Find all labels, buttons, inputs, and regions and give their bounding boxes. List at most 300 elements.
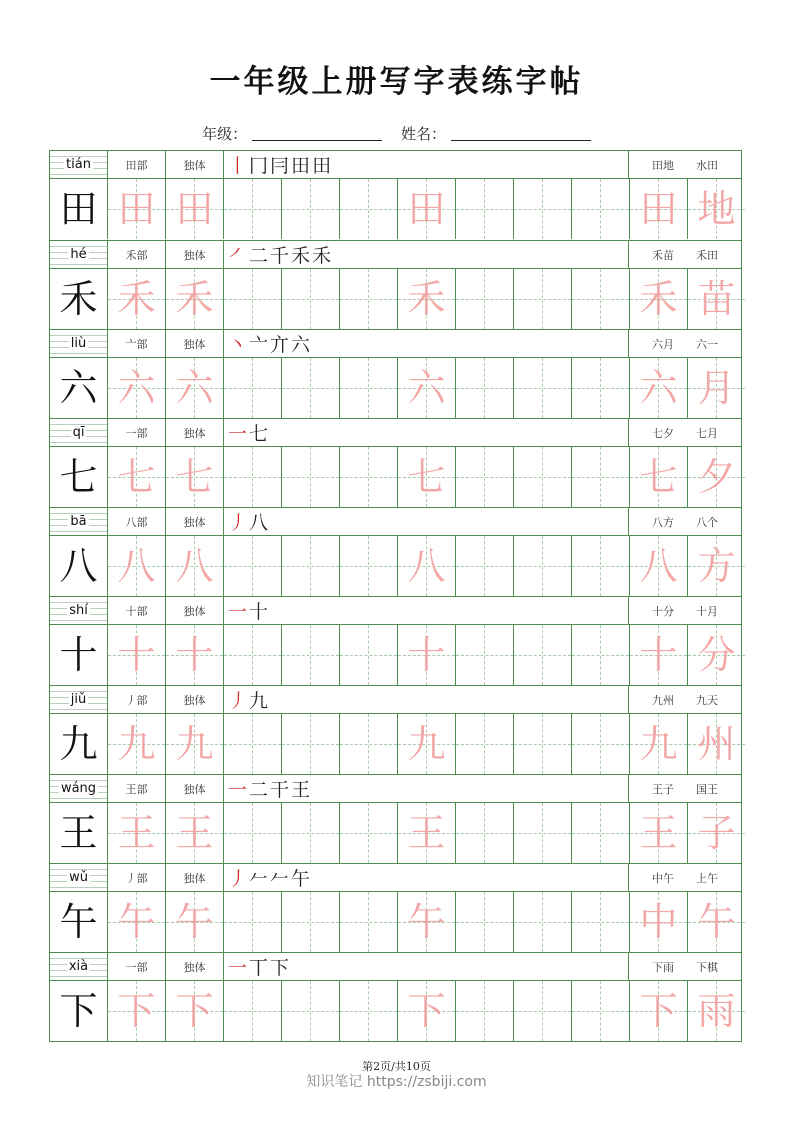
guide-line-horizontal [224, 388, 281, 389]
stroke-step: 十 [249, 601, 269, 623]
example-word: 八方 [652, 515, 674, 529]
trace-char: 田 [407, 187, 446, 231]
guide-line-horizontal [514, 566, 571, 567]
practice-cell[interactable] [398, 981, 456, 1041]
word-trace-char: 午 [697, 900, 736, 944]
guide-line-horizontal [514, 744, 571, 745]
practice-cell[interactable] [108, 625, 166, 685]
trace-char: 午 [175, 900, 214, 944]
practice-cell[interactable] [398, 714, 456, 774]
pinyin: wáng [60, 781, 97, 796]
structure: 独体 [166, 419, 224, 446]
practice-cell[interactable] [282, 358, 340, 418]
practice-cell[interactable] [108, 269, 166, 329]
word-trace-char: 七 [639, 455, 678, 499]
stroke-order [224, 597, 629, 624]
stroke-step: 七 [249, 423, 269, 445]
practice-cell[interactable] [282, 981, 340, 1041]
trace-char: 九 [407, 722, 446, 766]
guide-line-horizontal [514, 833, 571, 834]
structure: 独体 [166, 686, 224, 713]
practice-cell[interactable] [456, 447, 514, 507]
practice-cell[interactable] [456, 892, 514, 952]
guide-line-horizontal [572, 477, 629, 478]
stroke-step: 午 [291, 868, 311, 890]
practice-cell[interactable] [398, 358, 456, 418]
pinyin-cell [50, 508, 108, 535]
word-trace-char: 雨 [697, 989, 736, 1033]
guide-line-horizontal [282, 744, 339, 745]
guide-line-horizontal [456, 1011, 513, 1012]
page-title: 一年级上册写字表练字帖 [209, 64, 584, 100]
trace-char: 下 [407, 989, 446, 1033]
radical: 十部 [108, 597, 166, 624]
radical: 亠部 [108, 330, 166, 357]
model-char: 八 [59, 544, 98, 588]
practice-cell[interactable] [340, 803, 398, 863]
practice-cell[interactable] [456, 625, 514, 685]
practice-cell[interactable] [166, 714, 224, 774]
word-trace-char: 州 [697, 722, 736, 766]
structure: 独体 [166, 508, 224, 535]
trace-char: 八 [407, 544, 446, 588]
stroke-step: 二 [249, 245, 269, 267]
practice-cell[interactable] [340, 625, 398, 685]
stroke-order [224, 775, 629, 802]
practice-cell[interactable] [224, 536, 282, 596]
practice-row [50, 418, 741, 507]
practice-cell[interactable] [514, 803, 572, 863]
practice-cell[interactable] [224, 447, 282, 507]
stroke-step: 禾 [312, 245, 332, 267]
practice-cell[interactable] [166, 981, 224, 1041]
row-info [50, 597, 741, 625]
practice-cell[interactable] [688, 447, 741, 507]
guide-line-horizontal [224, 209, 281, 210]
practice-cell[interactable] [166, 358, 224, 418]
practice-cell[interactable] [282, 714, 340, 774]
guide-line-horizontal [282, 566, 339, 567]
stroke-order [224, 508, 629, 535]
guide-line-horizontal [340, 566, 397, 567]
word-trace-char: 下 [639, 989, 678, 1033]
example-words [629, 151, 741, 178]
guide-line-horizontal [514, 477, 571, 478]
guide-line-horizontal [224, 1011, 281, 1012]
practice-cell[interactable] [572, 358, 630, 418]
model-char-cell [50, 536, 108, 596]
row-info [50, 775, 741, 803]
structure: 独体 [166, 864, 224, 891]
model-char: 午 [59, 900, 98, 944]
practice-cell[interactable] [108, 981, 166, 1041]
name-field[interactable] [451, 126, 591, 141]
practice-cell[interactable] [282, 179, 340, 239]
practice-cell[interactable] [572, 892, 630, 952]
practice-cell[interactable] [456, 536, 514, 596]
practice-cell[interactable] [688, 981, 741, 1041]
practice-cell[interactable] [456, 803, 514, 863]
guide-line-horizontal [514, 655, 571, 656]
model-char-cell [50, 625, 108, 685]
practice-cell[interactable] [166, 803, 224, 863]
page-number: 第2页/共10页 [362, 1060, 431, 1073]
practice-row [50, 774, 741, 863]
stroke-step: 一 [228, 779, 248, 801]
practice-cell[interactable] [282, 536, 340, 596]
practice-cell[interactable] [456, 179, 514, 239]
practice-cell[interactable] [630, 803, 688, 863]
word-trace-char: 夕 [697, 455, 736, 499]
practice-row [50, 863, 741, 952]
guide-line-horizontal [456, 388, 513, 389]
guide-line-horizontal [514, 299, 571, 300]
practice-cell[interactable] [456, 981, 514, 1041]
example-word: 下棋 [696, 960, 718, 974]
stroke-step: 丿 [228, 868, 248, 890]
practice-cell[interactable] [514, 269, 572, 329]
writing-grid-row [50, 358, 741, 418]
practice-cell[interactable] [630, 447, 688, 507]
guide-line-horizontal [340, 388, 397, 389]
pinyin-cell [50, 419, 108, 446]
radical: 田部 [108, 151, 166, 178]
grade-label: 年级： [202, 125, 248, 143]
trace-char: 九 [117, 722, 156, 766]
model-char: 九 [59, 722, 98, 766]
practice-cell[interactable] [572, 447, 630, 507]
practice-cell[interactable] [398, 179, 456, 239]
example-words [629, 953, 741, 980]
guide-line-horizontal [224, 299, 281, 300]
pinyin-cell [50, 953, 108, 980]
practice-cell[interactable] [224, 981, 282, 1041]
practice-cell[interactable] [282, 269, 340, 329]
word-trace-char: 田 [639, 187, 678, 231]
structure: 独体 [166, 241, 224, 268]
practice-cell[interactable] [340, 892, 398, 952]
trace-char: 禾 [117, 277, 156, 321]
model-char-cell [50, 358, 108, 418]
model-char-cell [50, 803, 108, 863]
word-trace-char: 子 [697, 811, 736, 855]
pinyin-cell [50, 330, 108, 357]
practice-cell[interactable] [688, 892, 741, 952]
trace-char: 六 [117, 366, 156, 410]
stroke-step: 丅 [249, 957, 269, 979]
guide-line-horizontal [340, 209, 397, 210]
practice-cell[interactable] [688, 803, 741, 863]
stroke-order [224, 953, 629, 980]
word-trace-char: 八 [639, 544, 678, 588]
stroke-step: 二 [249, 779, 269, 801]
stroke-step: 王 [291, 779, 311, 801]
pinyin-cell [50, 151, 108, 178]
structure: 独体 [166, 151, 224, 178]
row-info [50, 864, 741, 892]
practice-cell[interactable] [340, 447, 398, 507]
practice-cell[interactable] [224, 803, 282, 863]
example-words [629, 419, 741, 446]
watermark: 知识笔记 https://zsbiji.com [306, 1074, 487, 1090]
word-trace-char: 禾 [639, 277, 678, 321]
guide-line-horizontal [340, 1011, 397, 1012]
model-char: 下 [59, 989, 98, 1033]
guide-line-horizontal [224, 655, 281, 656]
example-word: 六一 [696, 337, 718, 351]
structure: 独体 [166, 597, 224, 624]
guide-line-horizontal [456, 833, 513, 834]
practice-cell[interactable] [108, 536, 166, 596]
structure: 独体 [166, 775, 224, 802]
practice-cell[interactable] [108, 358, 166, 418]
stroke-step: ㇒ [228, 245, 248, 267]
trace-char: 七 [407, 455, 446, 499]
model-char: 禾 [59, 277, 98, 321]
stroke-order [224, 419, 629, 446]
practice-row [50, 952, 741, 1041]
practice-cell[interactable] [514, 981, 572, 1041]
example-word: 十分 [652, 604, 674, 618]
guide-line-horizontal [456, 744, 513, 745]
guide-line-horizontal [572, 1011, 629, 1012]
practice-cell[interactable] [340, 536, 398, 596]
practice-cell[interactable] [398, 536, 456, 596]
pinyin: xià [68, 959, 89, 974]
practice-cell[interactable] [282, 625, 340, 685]
structure: 独体 [166, 953, 224, 980]
trace-char: 九 [175, 722, 214, 766]
example-words [629, 686, 741, 713]
example-word: 王子 [652, 782, 674, 796]
practice-cell[interactable] [340, 714, 398, 774]
practice-cell[interactable] [398, 892, 456, 952]
guide-line-horizontal [224, 477, 281, 478]
practice-cell[interactable] [514, 714, 572, 774]
practice-cell[interactable] [224, 358, 282, 418]
practice-cell[interactable] [630, 179, 688, 239]
model-char: 六 [59, 366, 98, 410]
practice-cell[interactable] [108, 892, 166, 952]
model-char-cell [50, 892, 108, 952]
practice-cell[interactable] [224, 892, 282, 952]
practice-cell[interactable] [572, 803, 630, 863]
practice-cell[interactable] [166, 447, 224, 507]
stroke-step: 一 [228, 601, 248, 623]
row-info [50, 330, 741, 358]
practice-cell[interactable] [572, 625, 630, 685]
word-trace-char: 地 [697, 187, 736, 231]
radical: 丿部 [108, 864, 166, 891]
practice-cell[interactable] [630, 981, 688, 1041]
practice-cell[interactable] [688, 714, 741, 774]
practice-cell[interactable] [572, 981, 630, 1041]
practice-cell[interactable] [166, 269, 224, 329]
guide-line-horizontal [282, 388, 339, 389]
stroke-step: 冃 [270, 155, 290, 177]
stroke-step: 禾 [291, 245, 311, 267]
trace-char: 午 [407, 900, 446, 944]
guide-line-horizontal [340, 477, 397, 478]
practice-cell[interactable] [108, 179, 166, 239]
stroke-step: 田 [312, 155, 332, 177]
pinyin: qī [72, 425, 85, 440]
model-char: 十 [59, 633, 98, 677]
guide-line-horizontal [456, 566, 513, 567]
practice-cell[interactable] [688, 358, 741, 418]
practice-cell[interactable] [108, 447, 166, 507]
stroke-step: 亣 [270, 334, 290, 356]
stroke-order [224, 864, 629, 891]
stroke-step: 下 [270, 957, 290, 979]
writing-grid-row [50, 625, 741, 685]
example-word: 七夕 [652, 426, 674, 440]
trace-char: 禾 [175, 277, 214, 321]
practice-cell[interactable] [166, 536, 224, 596]
trace-char: 十 [175, 633, 214, 677]
trace-char: 王 [407, 811, 446, 855]
practice-cell[interactable] [514, 892, 572, 952]
practice-cell[interactable] [108, 714, 166, 774]
practice-row [50, 596, 741, 685]
stroke-step: 八 [249, 512, 269, 534]
writing-grid-row [50, 269, 741, 329]
practice-cell[interactable] [224, 714, 282, 774]
practice-cell[interactable] [166, 892, 224, 952]
practice-cell[interactable] [398, 625, 456, 685]
guide-line-horizontal [572, 299, 629, 300]
practice-cell[interactable] [398, 269, 456, 329]
example-words [629, 864, 741, 891]
row-info [50, 686, 741, 714]
practice-cell[interactable] [282, 447, 340, 507]
practice-cell[interactable] [630, 714, 688, 774]
practice-cell[interactable] [166, 625, 224, 685]
practice-cell[interactable] [340, 358, 398, 418]
trace-char: 田 [175, 187, 214, 231]
practice-cell[interactable] [688, 625, 741, 685]
practice-cell[interactable] [688, 269, 741, 329]
practice-cell[interactable] [224, 179, 282, 239]
practice-cell[interactable] [108, 803, 166, 863]
pinyin: wǔ [69, 870, 88, 885]
row-info [50, 508, 741, 536]
practice-cell[interactable] [630, 892, 688, 952]
word-trace-char: 苗 [697, 277, 736, 321]
stroke-order [224, 151, 629, 178]
stroke-step: 亠 [249, 334, 269, 356]
practice-cell[interactable] [688, 179, 741, 239]
practice-cell[interactable] [398, 803, 456, 863]
example-word: 上午 [696, 871, 718, 885]
word-trace-char: 分 [697, 633, 736, 677]
model-char: 田 [59, 187, 98, 231]
radical: 一部 [108, 953, 166, 980]
practice-cell[interactable] [514, 447, 572, 507]
guide-line-horizontal [572, 209, 629, 210]
practice-cell[interactable] [340, 179, 398, 239]
practice-cell[interactable] [630, 536, 688, 596]
guide-line-horizontal [340, 655, 397, 656]
example-words [629, 775, 741, 802]
pinyin-cell [50, 686, 108, 713]
writing-grid-row [50, 536, 741, 596]
radical: 丿部 [108, 686, 166, 713]
practice-cell[interactable] [282, 803, 340, 863]
guide-line-horizontal [456, 209, 513, 210]
guide-line-horizontal [224, 922, 281, 923]
practice-cell[interactable] [456, 714, 514, 774]
example-word: 水田 [696, 158, 718, 172]
pinyin: shí [69, 603, 88, 618]
writing-grid-row [50, 447, 741, 507]
guide-line-horizontal [340, 833, 397, 834]
trace-char: 午 [117, 900, 156, 944]
practice-cell[interactable] [224, 269, 282, 329]
practice-cell[interactable] [572, 714, 630, 774]
name-label: 姓名： [401, 125, 447, 143]
model-char: 王 [59, 811, 98, 855]
practice-cell[interactable] [166, 179, 224, 239]
practice-cell[interactable] [514, 358, 572, 418]
stroke-order [224, 686, 629, 713]
practice-cell[interactable] [456, 358, 514, 418]
practice-cell[interactable] [514, 625, 572, 685]
practice-cell[interactable] [514, 536, 572, 596]
practice-cell[interactable] [398, 447, 456, 507]
trace-char: 六 [407, 366, 446, 410]
practice-cell[interactable] [224, 625, 282, 685]
radical: 一部 [108, 419, 166, 446]
example-word: 中午 [652, 871, 674, 885]
practice-cell[interactable] [630, 269, 688, 329]
practice-cell[interactable] [282, 892, 340, 952]
practice-row [50, 240, 741, 329]
radical: 八部 [108, 508, 166, 535]
practice-cell[interactable] [456, 269, 514, 329]
grade-field[interactable] [252, 126, 382, 141]
practice-cell[interactable] [572, 536, 630, 596]
example-words [629, 508, 741, 535]
trace-char: 十 [407, 633, 446, 677]
row-info [50, 151, 741, 179]
trace-char: 王 [175, 811, 214, 855]
practice-cell[interactable] [514, 179, 572, 239]
example-word: 禾苗 [652, 248, 674, 262]
example-words [629, 241, 741, 268]
guide-line-horizontal [514, 209, 571, 210]
practice-cell[interactable] [340, 269, 398, 329]
example-word: 六月 [652, 337, 674, 351]
practice-cell[interactable] [572, 269, 630, 329]
guide-line-horizontal [514, 922, 571, 923]
pinyin-cell [50, 864, 108, 891]
practice-cell[interactable] [630, 358, 688, 418]
practice-cell[interactable] [572, 179, 630, 239]
stroke-step: 千 [270, 245, 290, 267]
model-char-cell [50, 447, 108, 507]
practice-cell[interactable] [688, 536, 741, 596]
example-word: 八个 [696, 515, 718, 529]
guide-line-horizontal [572, 388, 629, 389]
guide-line-horizontal [282, 833, 339, 834]
practice-sheet [49, 150, 742, 1042]
guide-line-horizontal [282, 1011, 339, 1012]
stroke-order [224, 241, 629, 268]
stroke-step: 干 [270, 779, 290, 801]
practice-cell[interactable] [630, 625, 688, 685]
practice-cell[interactable] [340, 981, 398, 1041]
